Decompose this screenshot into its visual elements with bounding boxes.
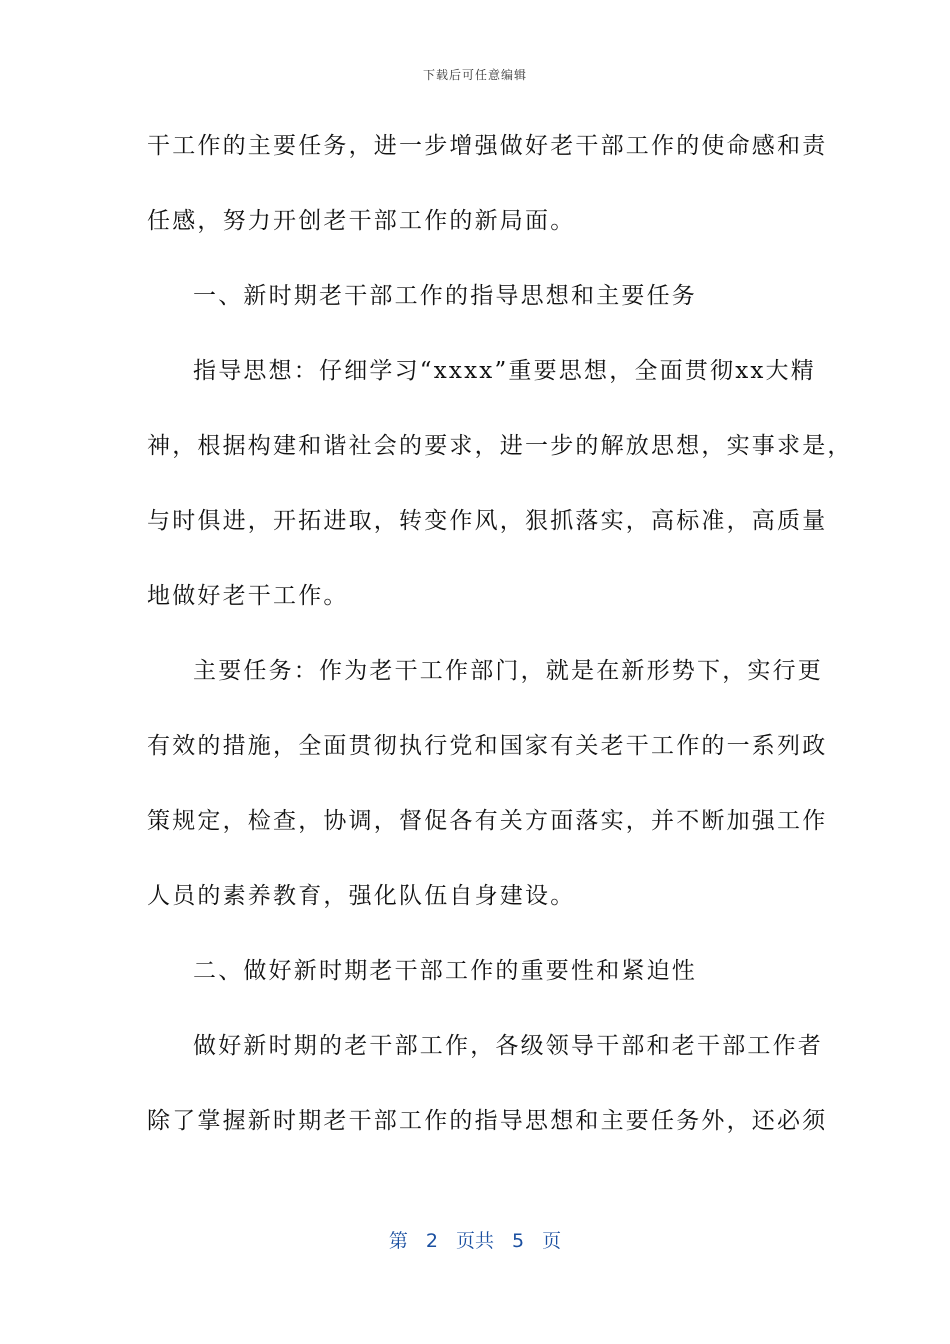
text-line: 任感，努力开创老干部工作的新局面。 — [147, 208, 576, 234]
current-page-number: 2 — [425, 1230, 438, 1252]
paragraph-first-line: 指导思想：仔细学习“xxxx”重要思想，全面贯彻xx大精 — [193, 358, 816, 384]
text-line: 除了掌握新时期老干部工作的指导思想和主要任务外，还必须 — [147, 1108, 828, 1134]
text-line: 干工作的主要任务，进一步增强做好老干部工作的使命感和责 — [147, 133, 828, 159]
section-heading: 二、做好新时期老干部工作的重要性和紧迫性 — [193, 958, 697, 984]
text-line: 神，根据构建和谐社会的要求，进一步的解放思想，实事求是， — [147, 433, 853, 459]
page-number-footer — [0, 1226, 950, 1253]
text-line: 有效的措施，全面贯彻执行党和国家有关老干工作的一系列政 — [147, 733, 828, 759]
text-line: 人员的素养教育，强化队伍自身建设。 — [147, 883, 576, 909]
page-prefix: 第 — [388, 1230, 408, 1252]
section-heading: 一、新时期老干部工作的指导思想和主要任务 — [193, 283, 697, 309]
text-line: 策规定，检查，协调，督促各有关方面落实，并不断加强工作 — [147, 808, 828, 834]
text-line: 地做好老干工作。 — [147, 583, 349, 609]
page-mid: 页共 — [455, 1230, 494, 1252]
total-pages-number: 5 — [512, 1230, 525, 1252]
page-suffix: 页 — [542, 1230, 562, 1252]
header-note: 下载后可任意编辑 — [422, 68, 527, 82]
paragraph-first-line: 主要任务：作为老干工作部门，就是在新形势下，实行更 — [193, 658, 823, 684]
paragraph-first-line: 做好新时期的老干部工作，各级领导干部和老干部工作者 — [193, 1033, 823, 1059]
text-line: 与时俱进，开拓进取，转变作风，狠抓落实，高标准，高质量 — [147, 508, 828, 534]
